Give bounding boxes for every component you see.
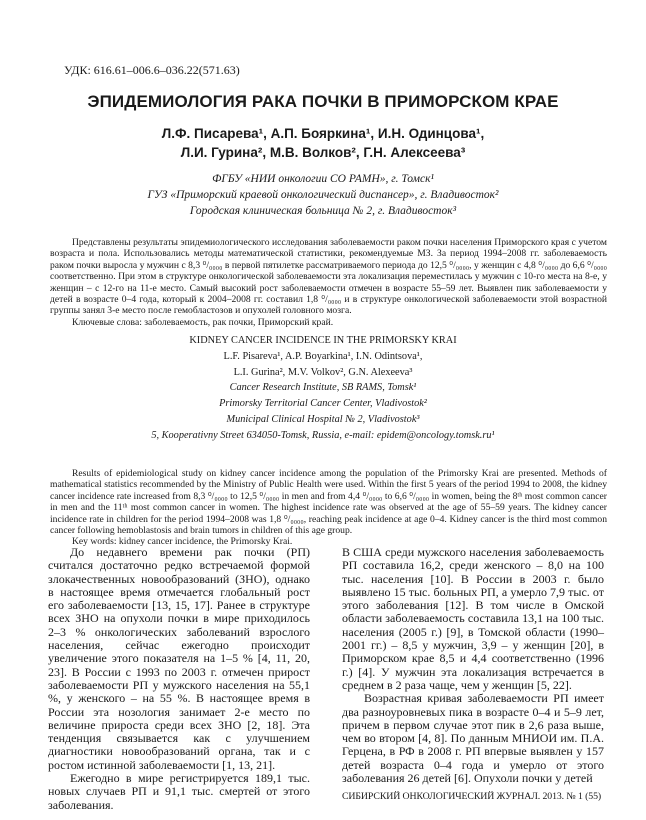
body-column-left [48, 546, 310, 812]
authors-line: Л.И. Гурина², М.В. Волков², Г.Н. Алексеева³ [180, 145, 466, 160]
paragraph: В США среди мужского населения заболеваемость РП составила 16,2, среди женского – 8,0 на 100 тыс. населения [10]. В России в 2003 г. было выявлено 15 тыс. больных РП, а умерло 7,9 тыс. от этого заболевания [12]. В том числе в Омской области заболеваемость составила 13,1 на 100 тыс. населения (2005 г.) [9], в Томской области (1990–2001 гг.) – 8,5 у мужчин, 3,9 – у женщин [20], в Приморском крае 8,5 и 4,4 соответственно (1996 г.) [4]. У мужчин эта локализация встречается в среднем в 2 раза чаще, чем у женщин [5, 22]. [342, 545, 604, 692]
authors-line: Л.Ф. Писарева¹, А.П. Бояркина¹, И.Н. Одинцова¹, [161, 126, 485, 141]
authors [0, 124, 646, 162]
english-title: KIDNEY CANCER INCIDENCE IN THE PRIMORSKY KRAI [189, 335, 457, 346]
paragraph: Ежегодно в мире регистрируется 189,1 тыс. новых случаев РП и 91,1 тыс. смертей от этого заболевания. [48, 771, 310, 812]
english-affiliation: Cancer Research Institute, SB RAMS, Tomsk¹ [229, 382, 417, 394]
udc-code: УДК: 616.61–006.6–036.22(571.63) [64, 63, 240, 77]
abstract-english [50, 468, 607, 548]
journal-footer: СИБИРСКИЙ ОНКОЛОГИЧЕСКИЙ ЖУРНАЛ. 2013. № 1 (55) [342, 791, 602, 802]
affiliations [0, 171, 646, 219]
affiliation: ГУЗ «Приморский краевой онкологический диспансер», г. Владивосток² [147, 189, 499, 201]
keywords: Ключевые слова: заболеваемость, рак почки, Приморский край. [72, 316, 334, 328]
affiliation: ФГБУ «НИИ онкологии СО РАМН», г. Томск¹ [212, 173, 434, 185]
article-title: ЭПИДЕМИОЛОГИЯ РАКА ПОЧКИ В ПРИМОРСКОМ КРАЕ [87, 92, 559, 111]
body-column-right [342, 546, 604, 785]
english-header [0, 333, 646, 444]
english-authors-line: L.F. Pisareva¹, A.P. Boyarkina¹, I.N. Odintsova¹, [223, 350, 423, 362]
keywords: Key words: kidney cancer incidence, the Primorsky Krai. [72, 536, 293, 548]
english-authors-line: L.I. Gurina², M.V. Volkov², G.N. Alexeeva³ [233, 366, 413, 378]
paragraph: До недавнего времени рак почки (РП) считался достаточно редко встречаемой формой злокачественных новообразований (ЗНО), однако в настоящее время отмечается глобальный рост его заболеваемости [13, 15, 17]. Ранее в структуре всех ЗНО на опухоли почки в мире приходилось 2–3 % онкологических заболеваний взрослого населения, сейчас ежегодно происходит увеличение этого показателя на 1–5 % [4, 11, 20, 23]. В России с 1993 по 2003 г. отмечен прирост заболеваемости РП у мужского населения на 55,1 %, у женского – на 55 %. В настоящее время в России эта нозология занимает 2-е место по величине прироста среди всех ЗНО [2, 18]. Эта тенденция связывается как с улучшением диагностики новообразований органа, так и с ростом истинной заболеваемости [1, 13, 21]. [48, 545, 310, 772]
english-affiliation: Municipal Clinical Hospital № 2, Vladivostok³ [226, 413, 420, 425]
abstract-text: Results of epidemiological study on kidney cancer incidence among the population of the Primorsky Krai are presented. Methods of mathematical statistics recommended by the Ministry of Public Health were used. Within the first 5 years of the period 1994 to 2008, the kidney cancer incidence rate increased from 8,3 ⁰/₀₀₀₀ to 12,5 ⁰/₀₀₀₀ in men and from 4,4 ⁰/₀₀₀₀ to 6,6 ⁰/₀₀₀₀ in women, being the 8ᵗʰ most common cancer in men and the 11ᵗʰ most common cancer in women. The highest incidence rate was observed at the age of 55–59 years. The kidney cancer incidence rate in children for the period 1994–2008 was 1,8 ⁰/₀₀₀₀, reaching peak incidence at age 0–4. Kidney cancer is the third most common cancer following hemoblastosis and brain tumors in children of this age group. [50, 468, 607, 537]
english-affiliation: Primorsky Territorial Cancer Center, Vladivostok² [219, 398, 427, 410]
abstract-russian [50, 237, 607, 328]
abstract-text: Представлены результаты эпидемиологического исследования заболеваемости раком почки населения Приморского края с учетом возраста и пола. Использовались методы математической статистики, рекомендуемые МЗ. За период 1994–2008 гг. заболеваемость раком почки выросла у мужчин с 8,3 ⁰/₀₀₀₀ в первой пятилетке рассматриваемого периода до 12,5 ⁰/₀₀₀₀, у женщин с 4,8 ⁰/₀₀₀₀ до 6,6 ⁰/₀₀₀₀ соответственно. При этом в структуре онкологической заболеваемости эта локализация переместилась у мужчин с 10-го места на 8-е, у женщин – с 12-го на 11-е место. Самый высокий рост заболеваемости отмечен в возрасте 55–59 лет. Выявлен пик заболеваемости у детей в возрасте 0–4 года, который к 2004–2008 гг. составил 1,8 ⁰/₀₀₀₀ и в структуре онкологической заболеваемости этой возрастной группы занял 3-е место после гемобластозов и опухолей головного мозга. [50, 237, 607, 317]
paragraph: Возрастная кривая заболеваемости РП имеет два разноуровневых пика в возрасте 0–4 и 5–9 лет, причем в первом случае этот пик в 2,6 раза выше, чем во втором [4, 8]. По данным МНИОИ им. П.А. Герцена, в РФ в 2008 г. РП впервые выявлен у 157 детей возраста 0–4 года и умерло от этого заболевания 26 детей [6]. Опухоли почки у детей [342, 691, 604, 786]
english-affiliation-address: 5, Kooperativny Street 634050-Tomsk, Russia, e-mail: epidem@oncology.tomsk.ru¹ [151, 429, 495, 441]
affiliation: Городская клиническая больница № 2, г. Владивосток³ [189, 205, 457, 217]
